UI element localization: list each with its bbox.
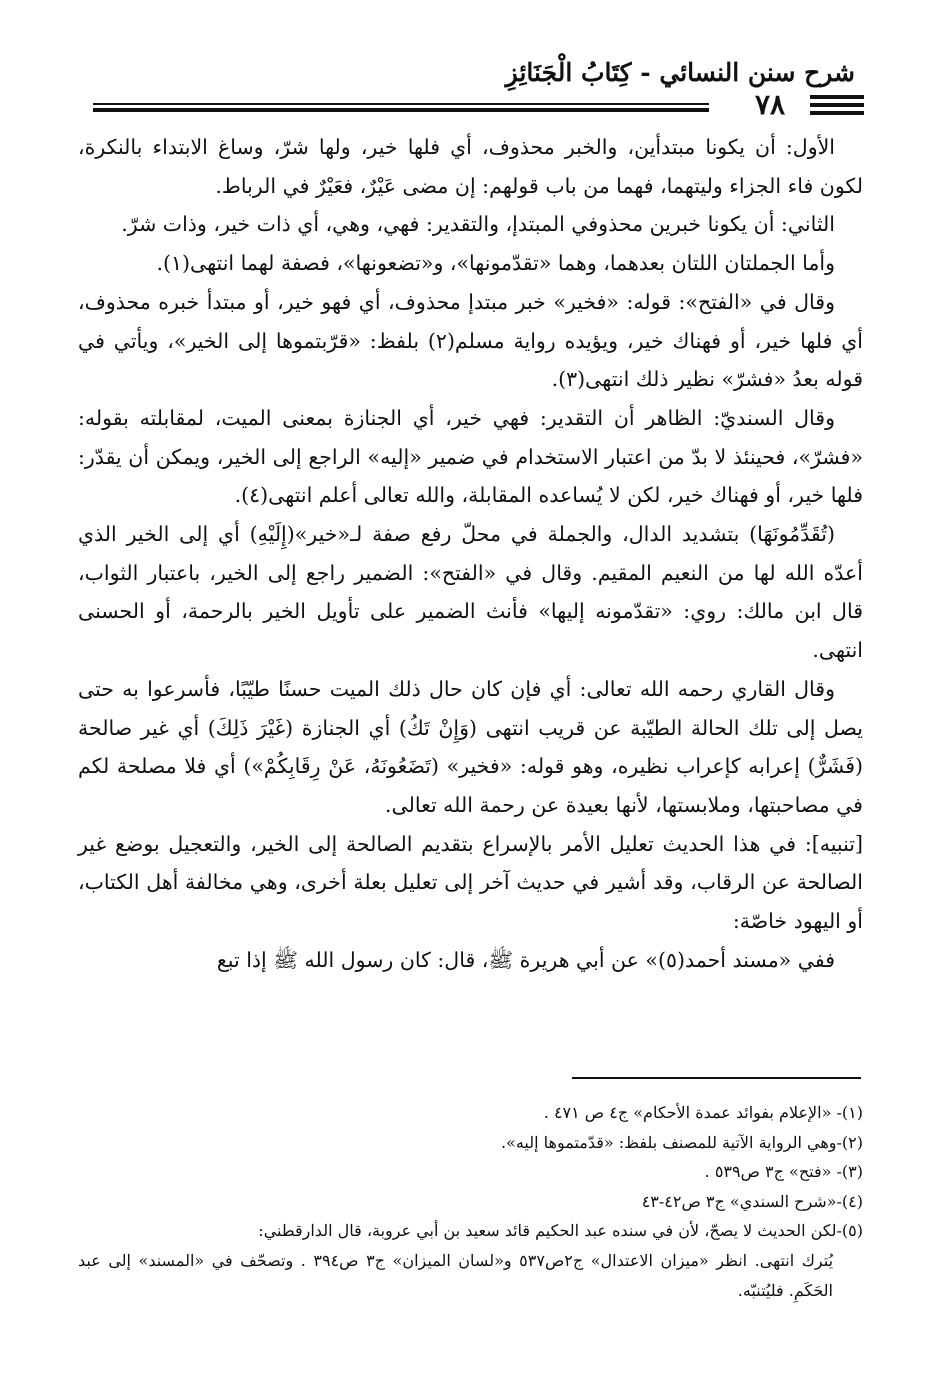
footnote-separator bbox=[572, 1077, 861, 1079]
paragraph: الأول: أن يكونا مبتدأين، والخبر محذوف، أي فلها خير، ولها شرّ، وساغ الابتداء بالنكرة، لكون فاء الجزاء وليتهما، فهما من باب قولهم: إن مضى عَيْرٌ، فعَيْرٌ في الرباط. bbox=[78, 135, 863, 198]
page-number-bar bbox=[810, 103, 864, 107]
running-header-title: شرح سنن النسائي - كِتَابُ الْجَنَائِزِ bbox=[505, 58, 855, 87]
footnote: (٥)-لكن الحديث لا يصحّ، لأن في سنده عبد الحكيم قائد سعيد بن أبي عروبة، قال الدارقطني: bbox=[258, 1221, 863, 1241]
footnote: (٣)- «فتح» ج٣ ص٥٣٩ . bbox=[704, 1162, 863, 1182]
page-number: ٧٨ bbox=[754, 88, 786, 121]
page-number-bar bbox=[810, 95, 864, 99]
footnote: (٤)-«شرح السندي» ج٣ ص٤٢-٤٣ bbox=[641, 1191, 863, 1211]
main-text bbox=[78, 128, 863, 979]
paragraph: الثاني: أن يكونا خبرين محذوفي المبتدإ، والتقدير: فهي، وهي، أي ذات خير، وذات شرّ. bbox=[121, 212, 835, 237]
footnote-continuation: يُترك انتهى. انظر «ميزان الاعتدال» ج٢ص٥٣٧ و«لسان الميزان» ج٣ ص٣٩٤ . وتصحّف في «المسند» إلى عبد الحَكَمِ. فليُتنبّه. bbox=[78, 1250, 834, 1300]
paragraph: وأما الجملتان اللتان بعدهما، وهما «تقدّمونها»، و«تضعونها»، فصفة لهما انتهى(١). bbox=[156, 251, 835, 276]
paragraph: (تُقَدِّمُونَهَا) بتشديد الدال، والجملة في محلّ رفع صفة لـ«خير»(إِلَيْهِ) أي إلى الخير الذي أعدّه الله لها من النعيم المقيم. وقال في «الفتح»: الضمير راجع إلى الخير، باعتبار الثواب، قال ابن مالك: روي: «تقدّمونه إليها» فأنث الضمير على تأويل الخير بالرحمة، أو الحسنى انتهى. bbox=[78, 522, 863, 663]
footnote: (٢)-وهي الرواية الآتية للمصنف بلفظ: «قدّمتموها إليه». bbox=[500, 1132, 863, 1152]
paragraph: وقال القاري رحمه الله تعالى: أي فإن كان حال ذلك الميت حسنًا طيّبًا، فأسرعوا به حتى يصل إلى تلك الحالة الطيّبة عن قريب انتهى (وَإِنْ تَكُ) أي الجنازة (غَيْرَ ذَلِكَ) أي غير صالحة (فَشَرٌّ) إعرابه كإعراب نظيره، وهو قوله: «فخير» (تَضَعُونَهُ، عَنْ رِقَابِكُمْ») أي فلا مصلحة لكم في مصاحبتها، وملابستها، لأنها بعيدة عن رحمة الله تعالى. bbox=[78, 676, 863, 817]
footnotes bbox=[78, 1098, 863, 1305]
note-paragraph: [تنبيه]: في هذا الحديث تعليل الأمر بالإسراع بتقديم الصالحة إلى الخير، والتعجيل بوضع غير الصالحة عن الرقاب، وقد أشير في حديث آخر إلى تعليل بعلة أخرى، وهي مخالفة أهل الكتاب، أو اليهود خاصّة: bbox=[78, 831, 863, 934]
footnote: (١)- «الإعلام بفوائد عمدة الأحكام» ج٤ ص ٤٧١ . bbox=[543, 1103, 863, 1122]
page-number-bar bbox=[810, 111, 864, 115]
paragraph: وقال السنديّ: الظاهر أن التقدير: فهي خير، أي الجنازة بمعنى الميت، لمقابلته بقوله: «فشرّ»، فحينئذ لا بدّ من اعتبار الاستخدام في ضمير «إليه» الراجع إلى الخير، ويمكن أن يقدّر: فلها خير، أو فهناك خير، لكن لا يُساعده المقابلة، والله تعالى أعلم انتهى(٤). bbox=[78, 405, 863, 508]
header-rule-thick bbox=[93, 108, 709, 112]
paragraph: ففي «مسند أحمد(٥)» عن أبي هريرة ﷺ، قال: كان رسول الله ﷺ إذا تبع bbox=[216, 947, 835, 972]
header-rule bbox=[93, 103, 709, 105]
paragraph: وقال في «الفتح»: قوله: «فخير» خبر مبتدإ محذوف، أي فهو خير، أو مبتدأ خبره محذوف، أي فلها خير، أو فهناك خير، ويؤيده رواية مسلم(٢) بلفظ: «قرّبتموها إلى الخير»، ويأتي في قوله بعدُ «فشرّ» نظير ذلك انتهى(٣). bbox=[78, 289, 863, 392]
